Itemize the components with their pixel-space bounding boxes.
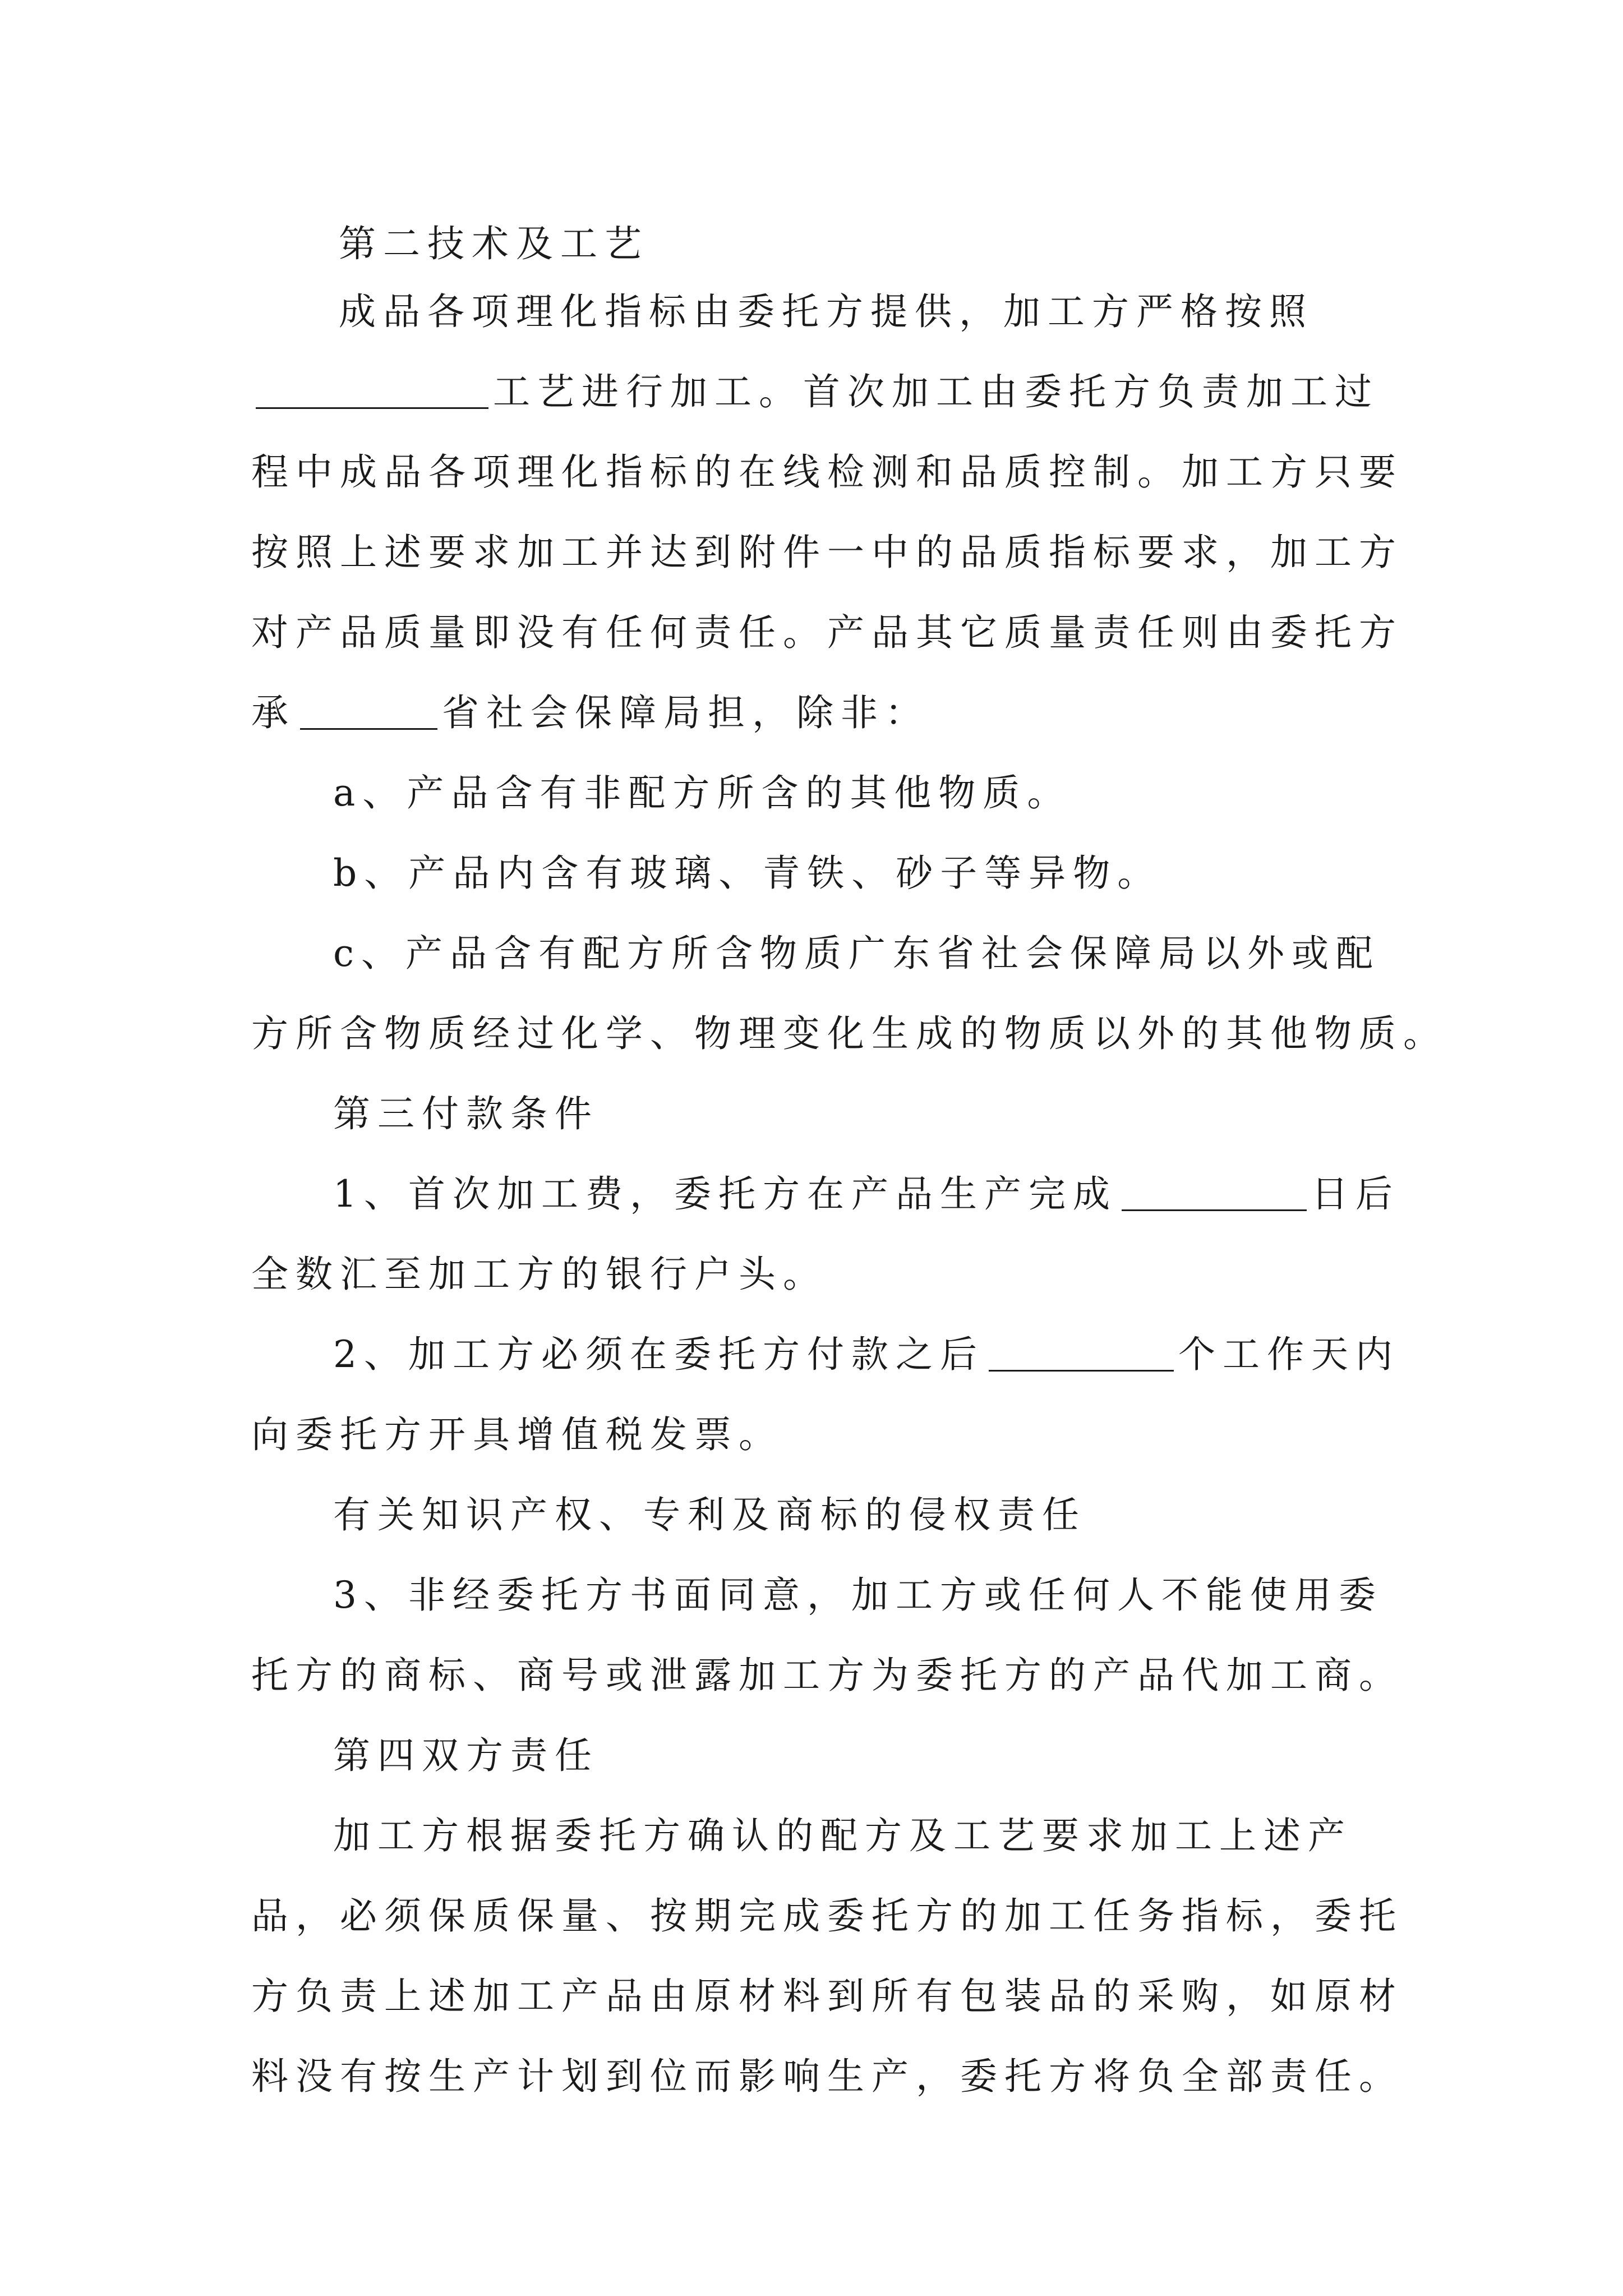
text-line: 承: [251, 691, 296, 734]
fill-in-blank: [1122, 1174, 1307, 1211]
section-heading-payment: [0, 1083, 1623, 1145]
paragraph-line: [0, 1645, 1623, 1706]
text-line: 日后: [1311, 1172, 1400, 1216]
text-line: 程中成品各项理化指标的在线检测和品质控制。加工方只要: [251, 450, 1403, 494]
text-line: 加工方根据委托方确认的配方及工艺要求加工上述产: [333, 1814, 1352, 1857]
paragraph-line: [0, 1244, 1623, 1305]
text-line: 向委托方开具增值税发票。: [251, 1413, 783, 1456]
text-line: 工艺进行加工。首次加工由委托方负责加工过: [493, 370, 1379, 413]
numbered-item-1: [0, 1163, 1623, 1225]
section-heading-ip: [0, 1484, 1623, 1546]
fill-in-blank: [989, 1334, 1174, 1372]
text-line: 按照上述要求加工并达到附件一中的品质指标要求，加工方: [251, 531, 1403, 574]
text-line: 托方的商标、商号或泄露加工方为委托方的产品代加工商。: [251, 1654, 1403, 1697]
paragraph-line: [0, 281, 1623, 343]
text-line: 品，必须保质保量、按期完成委托方的加工任务指标，委托: [251, 1894, 1403, 1938]
paragraph-line: [0, 1003, 1623, 1065]
paragraph-line: [0, 1885, 1623, 1947]
paragraph-line: [0, 1805, 1623, 1867]
text-line: 第二技术及工艺: [339, 222, 649, 265]
fill-in-blank: [300, 692, 437, 730]
text-line: 料没有按生产计划到位而影响生产，委托方将负全部责任。: [251, 2055, 1403, 2098]
paragraph-line: [0, 602, 1623, 664]
section-heading-technique: [0, 213, 1623, 275]
list-item-a: [0, 762, 1623, 824]
text-line: 对产品质量即没有任何责任。产品其它质量责任则由委托方: [251, 611, 1403, 654]
text-line: 方负责上述加工产品由原材料到所有包装品的采购，如原材: [251, 1975, 1403, 2018]
text-line: 方所含物质经过化学、物理变化生成的物质以外的其他物质。: [251, 1012, 1447, 1055]
text-line: 成品各项理化指标由委托方提供，加工方严格按照: [339, 290, 1313, 333]
text-line: 全数汇至加工方的银行户头。: [251, 1253, 827, 1296]
text-line: 第四双方责任: [333, 1734, 599, 1777]
numbered-item-3: [0, 1565, 1623, 1626]
text-line: 3、非经委托方书面同意，加工方或任何人不能使用委: [333, 1573, 1383, 1617]
text-line: b、产品内含有玻璃、青铁、砂子等异物。: [333, 852, 1162, 895]
list-item-c: [0, 923, 1623, 984]
paragraph-line: [0, 522, 1623, 583]
numbered-item-2: [0, 1324, 1623, 1386]
section-heading-responsibilities: [0, 1725, 1623, 1787]
paragraph-line: [0, 2046, 1623, 2108]
text-line: 2、加工方必须在委托方付款之后: [333, 1333, 984, 1376]
text-line: 个工作天内: [1178, 1333, 1400, 1376]
paragraph-line: [0, 682, 1623, 744]
paragraph-line: [0, 361, 1623, 423]
text-line: c、产品含有配方所含物质广东省社会保障局以外或配: [333, 932, 1380, 975]
list-item-b: [0, 843, 1623, 904]
paragraph-line: [0, 1966, 1623, 2027]
text-line: 省社会保障局担，除非：: [442, 691, 929, 734]
text-line: a、产品含有非配方所含的其他物质。: [333, 771, 1072, 815]
text-line: 有关知识产权、专利及商标的侵权责任: [333, 1493, 1086, 1536]
paragraph-line: [0, 1404, 1623, 1466]
text-line: 第三付款条件: [333, 1092, 599, 1135]
text-line: 1、首次加工费，委托方在产品生产完成: [333, 1172, 1117, 1216]
paragraph-line: [0, 441, 1623, 503]
fill-in-blank: [256, 371, 488, 409]
